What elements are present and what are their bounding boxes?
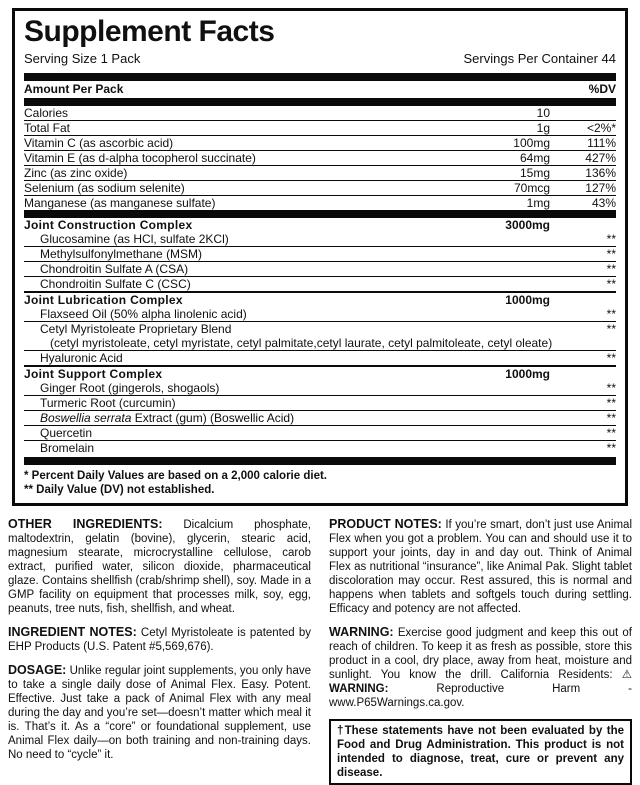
- ingredient-amount: 1mg: [526, 196, 550, 210]
- facts-row: [24, 232, 616, 246]
- divider-bar: [24, 457, 616, 465]
- ingredient-dv: 43%: [591, 196, 616, 210]
- ingredient-dv: **: [606, 232, 616, 246]
- ingredient-name: Cetyl Myristoleate Proprietary Blend: [40, 322, 232, 336]
- warning-triangle-icon: ⚠: [621, 669, 632, 681]
- warning-label-2: WARNING:: [329, 683, 389, 695]
- ingredient-name: Vitamin E (as d-alpha tocopherol succinate): [24, 151, 256, 165]
- ingredient-name: Total Fat: [24, 121, 71, 135]
- ingredient-name: Calories: [24, 106, 69, 120]
- warning-paragraph: [329, 625, 632, 710]
- facts-rows: [24, 106, 616, 455]
- ingredient-dv: **: [606, 262, 616, 276]
- ingredient-name: Manganese (as manganese sulfate): [24, 196, 216, 210]
- dosage-text: Unlike regular joint supplements, you only have to take a single daily dose of Animal Flex. Easy. Potent. Effective. Just take a pack of Animal Flex with any meal during the day and you’re set—doesn’t matter which meal it is. That’s it. As a “core” or foundational supplement, use Animal Flex daily—on both training and non-training days. No need to “cycle” it.: [8, 665, 311, 761]
- ingredient-name: Hyaluronic Acid: [40, 351, 123, 365]
- ingredient-dv: 136%: [585, 166, 616, 180]
- facts-row: [24, 135, 616, 150]
- ingredient-dv: 127%: [585, 181, 616, 195]
- divider-bar: [24, 98, 616, 106]
- other-ingredients-label: OTHER INGREDIENTS:: [8, 517, 163, 531]
- footnotes: [24, 465, 616, 497]
- ingredient-amount: 1000mg: [505, 293, 550, 307]
- ingredient-dv: **: [606, 411, 616, 425]
- facts-row: [24, 106, 616, 120]
- facts-row: [24, 195, 616, 210]
- ingredient-dv: 111%: [587, 136, 616, 150]
- facts-row: [24, 307, 616, 321]
- product-notes-text: If you’re smart, don’t just use Animal Flex when you got a problem. You can and should use it to support your joints, day in and day out. Think of Animal Flex as nutritional “insurance”, like Animal Pak. Slight tablet discoloration may occur. Rest assured, this is normal and happens when tablets and softgels touch during settling. Efficacy and potency are not affected.: [329, 519, 633, 615]
- warning-text-1: Exercise good judgment and keep this out of reach of children. To keep it as fresh as possible, store this product in a cool, dry place, away from heat, moisture and sunlight. You know the drill. California Residents:: [329, 627, 632, 681]
- ingredient-dv: **: [606, 426, 616, 440]
- warning-text-2: Reproductive Harm - www.P65Warnings.ca.gov.: [329, 683, 633, 709]
- dosage-paragraph: [8, 663, 311, 762]
- right-column: [329, 517, 632, 785]
- ingredient-dv: **: [606, 381, 616, 395]
- fda-disclaimer-box: [329, 719, 632, 785]
- supplement-facts-panel: [12, 8, 628, 506]
- ingredient-name: Chondroitin Sulfate C (CSC): [40, 277, 191, 291]
- fda-disclaimer-text: †These statements have not been evaluated by the Food and Drug Administration. This product is not intended to diagnose, treat, cure or prevent any disease.: [337, 725, 624, 779]
- facts-row: [24, 425, 616, 440]
- footnote-double-asterisk: ** Daily Value (DV) not established.: [24, 484, 215, 496]
- ingredient-notes-text: Cetyl Myristoleate is patented by EHP Products (U.S. Patent #5,569,676).: [8, 627, 311, 653]
- notes-section: [8, 517, 632, 785]
- panel-title: Supplement Facts: [24, 15, 275, 48]
- ingredient-amount: 64mg: [519, 151, 550, 165]
- footnote-asterisk: * Percent Daily Values are based on a 2,000 calorie diet.: [24, 470, 327, 482]
- ingredient-name: Turmeric Root (curcumin): [40, 396, 176, 410]
- facts-row: [24, 120, 616, 135]
- ingredient-amount: 15mg: [519, 166, 550, 180]
- ingredient-dv: **: [606, 396, 616, 410]
- left-column: [8, 517, 311, 785]
- ingredient-amount: 1g: [536, 121, 550, 135]
- ingredient-name: Ginger Root (gingerols, shogaols): [40, 381, 220, 395]
- dosage-label: DOSAGE:: [8, 663, 67, 677]
- ingredient-dv: **: [606, 322, 616, 336]
- ingredient-name: (cetyl myristoleate, cetyl myristate, cetyl palmitate,cetyl laurate, cetyl palmitoleate, cetyl oleate): [50, 336, 553, 350]
- other-ingredients-text: Dicalcium phosphate, maltodextrin, gelatin (bovine), glycerin, stearic acid, magnesium stearate, microcrystalline cellulose, carob extract, purified water, silicon dioxide, pharmaceutical glaze. Contains shellfish (crab/shrimp shell), soy. Made in a GMP facility on equipment that processes milk, soy, egg, peanuts, tree nuts, fish, shellfish, and wheat.: [8, 519, 311, 615]
- ingredient-dv: **: [606, 277, 616, 291]
- serving-row: [24, 49, 616, 73]
- other-ingredients-paragraph: [8, 517, 311, 616]
- ingredient-dv: **: [606, 351, 616, 365]
- ingredient-name: Chondroitin Sulfate A (CSA): [40, 262, 189, 276]
- ingredient-amount: 3000mg: [505, 218, 550, 232]
- facts-row: [24, 440, 616, 455]
- product-notes-paragraph: [329, 517, 632, 616]
- warning-label: WARNING:: [329, 625, 394, 639]
- facts-row: [24, 365, 616, 381]
- facts-row: [24, 336, 616, 350]
- ingredient-name: Boswellia serrata Extract (gum) (Boswellic Acid): [40, 411, 295, 425]
- ingredient-notes-label: INGREDIENT NOTES:: [8, 625, 137, 639]
- ingredient-amount: 1000mg: [505, 367, 550, 381]
- ingredient-dv: **: [606, 247, 616, 261]
- facts-row: [24, 261, 616, 276]
- ingredient-amount: 70mcg: [513, 181, 550, 195]
- facts-row: [24, 218, 616, 232]
- ingredient-name: Quercetin: [40, 426, 93, 440]
- product-notes-label: PRODUCT NOTES:: [329, 517, 442, 531]
- serving-size: Serving Size 1 Pack: [24, 51, 141, 66]
- facts-row: [24, 291, 616, 307]
- ingredient-name: Joint Support Complex: [24, 367, 163, 381]
- ingredient-name: Joint Lubrication Complex: [24, 293, 183, 307]
- ingredient-dv: **: [606, 441, 616, 455]
- dv-header: %DV: [588, 82, 616, 96]
- facts-row: [24, 321, 616, 336]
- amount-per-pack-header: Amount Per Pack: [24, 82, 124, 96]
- column-header-row: [24, 81, 616, 98]
- facts-row: [24, 276, 616, 291]
- facts-row: [24, 410, 616, 425]
- ingredient-dv: **: [606, 307, 616, 321]
- ingredient-name: Methylsulfonylmethane (MSM): [40, 247, 203, 261]
- ingredient-notes-paragraph: [8, 625, 311, 654]
- divider-bar: [24, 210, 616, 218]
- facts-row: [24, 395, 616, 410]
- ingredient-name: Flaxseed Oil (50% alpha linolenic acid): [40, 307, 247, 321]
- ingredient-amount: 100mg: [513, 136, 550, 150]
- ingredient-name: Glucosamine (as HCl, sulfate 2KCl): [40, 232, 229, 246]
- facts-row: [24, 246, 616, 261]
- servings-per-container: Servings Per Container 44: [463, 51, 616, 66]
- divider-bar: [24, 73, 616, 81]
- ingredient-name: Bromelain: [40, 441, 95, 455]
- ingredient-name: Joint Construction Complex: [24, 218, 193, 232]
- ingredient-name: Selenium (as sodium selenite): [24, 181, 185, 195]
- ingredient-name: Vitamin C (as ascorbic acid): [24, 136, 174, 150]
- facts-row: [24, 165, 616, 180]
- ingredient-dv: <2%*: [586, 121, 616, 135]
- facts-row: [24, 150, 616, 165]
- ingredient-dv: 427%: [585, 151, 616, 165]
- ingredient-amount: 10: [536, 106, 550, 120]
- facts-row: [24, 180, 616, 195]
- facts-row: [24, 381, 616, 395]
- ingredient-name: Zinc (as zinc oxide): [24, 166, 128, 180]
- facts-row: [24, 350, 616, 365]
